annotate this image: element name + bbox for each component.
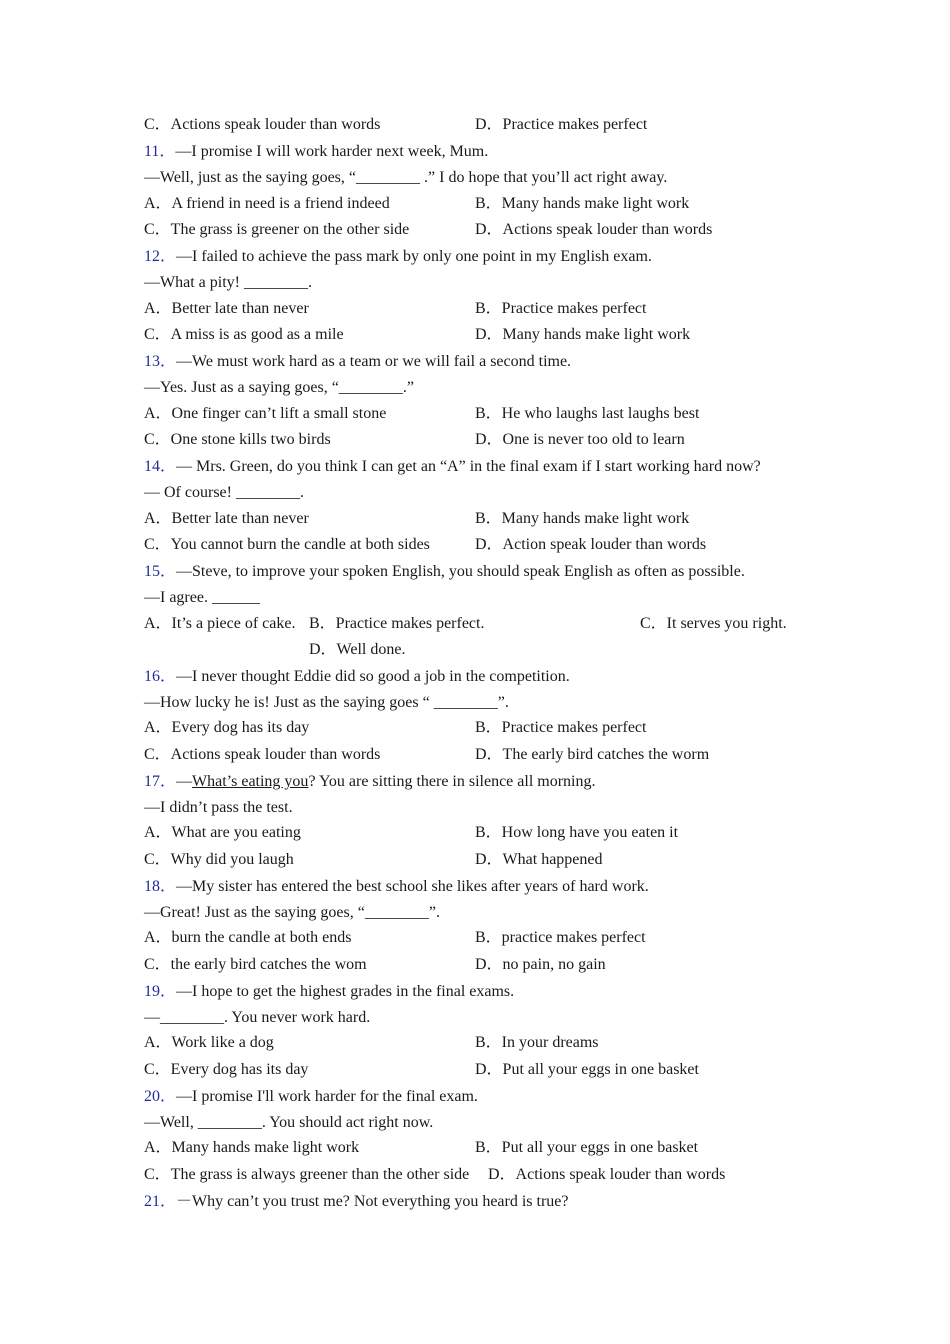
q20-option-c: C．The grass is always greener than the other side bbox=[144, 1166, 470, 1183]
q14-option-a: A．Better late than never bbox=[144, 510, 309, 527]
q15-option-a: A．It’s a piece of cake. bbox=[144, 615, 296, 632]
q15-reply: —I agree. ______ bbox=[144, 589, 260, 606]
q17-option-c: C．Why did you laugh bbox=[144, 851, 294, 868]
q13-reply: —Yes. Just as a saying goes, “________.” bbox=[144, 379, 414, 396]
q16-number: 16． bbox=[144, 668, 177, 685]
q17-reply: —I didn’t pass the test. bbox=[144, 799, 293, 816]
q17-number: 17． bbox=[144, 773, 177, 790]
q12-reply: —What a pity! ________. bbox=[144, 274, 312, 291]
q18-option-c: C．the early bird catches the wom bbox=[144, 956, 367, 973]
q13-stem-text: —We must work hard as a team or we will fail a second time. bbox=[176, 353, 572, 370]
q13-option-d: D．One is never too old to learn bbox=[475, 431, 685, 448]
q15-stem-text: —Steve, to improve your spoken English, you should speak English as often as possible. bbox=[176, 563, 745, 580]
q13-option-c: C．One stone kills two birds bbox=[144, 431, 331, 448]
q14-stem bbox=[144, 454, 761, 480]
q12-option-b: B．Practice makes perfect bbox=[475, 300, 647, 317]
q11-reply: —Well, just as the saying goes, “________ .” I do hope that you’ll act right away. bbox=[144, 169, 668, 186]
q16-option-a: A．Every dog has its day bbox=[144, 719, 310, 736]
q16-option-d: D．The early bird catches the worm bbox=[475, 746, 710, 763]
q18-number: 18． bbox=[144, 878, 177, 895]
q14-stem-text: — Mrs. Green, do you think I can get an “A” in the final exam if I start working hard now? bbox=[176, 458, 761, 475]
q14-number: 14． bbox=[144, 458, 177, 475]
q12-stem bbox=[144, 244, 652, 270]
q12-stem-text: —I failed to achieve the pass mark by only one point in my English exam. bbox=[176, 248, 652, 265]
q17-underlined-phrase: What’s eating you bbox=[192, 773, 309, 790]
q15-option-c: C．It serves you right. bbox=[640, 615, 787, 632]
q12-option-a: A．Better late than never bbox=[144, 300, 309, 317]
q20-reply: —Well, ________. You should act right now. bbox=[144, 1114, 434, 1131]
q17-stem-dash: — bbox=[176, 773, 193, 790]
q20-option-a: A．Many hands make light work bbox=[144, 1139, 360, 1156]
q18-option-d: D．no pain, no gain bbox=[475, 956, 606, 973]
q15-option-b: B．Practice makes perfect. bbox=[309, 615, 485, 632]
q19-stem-text: —I hope to get the highest grades in the final exams. bbox=[176, 983, 515, 1000]
q19-option-b: B．In your dreams bbox=[475, 1034, 599, 1051]
q13-number: 13． bbox=[144, 353, 177, 370]
q15-stem bbox=[144, 559, 745, 585]
q11-stem-text: —I promise I will work harder next week, Mum. bbox=[175, 143, 489, 160]
q11-option-b: B．Many hands make light work bbox=[475, 195, 690, 212]
q18-reply: —Great! Just as the saying goes, “________”. bbox=[144, 904, 440, 921]
q17-option-a: A．What are you eating bbox=[144, 824, 301, 841]
q20-option-d: D．Actions speak louder than words bbox=[488, 1166, 726, 1183]
q21-stem-text: －Why can’t you trust me? Not everything you heard is true? bbox=[176, 1193, 569, 1210]
q18-option-b: B．practice makes perfect bbox=[475, 929, 646, 946]
q17-option-d: D．What happened bbox=[475, 851, 603, 868]
q11-option-c: C．The grass is greener on the other side bbox=[144, 221, 410, 238]
q12-option-c: C．A miss is as good as a mile bbox=[144, 326, 344, 343]
q21-stem bbox=[144, 1189, 569, 1215]
q18-stem-text: —My sister has entered the best school she likes after years of hard work. bbox=[176, 878, 649, 895]
q17-option-b: B．How long have you eaten it bbox=[475, 824, 679, 841]
q20-number: 20． bbox=[144, 1088, 177, 1105]
q12-option-d: D．Many hands make light work bbox=[475, 326, 691, 343]
q20-option-b: B．Put all your eggs in one basket bbox=[475, 1139, 699, 1156]
q14-option-c: C．You cannot burn the candle at both sides bbox=[144, 536, 430, 553]
q19-reply: —________. You never work hard. bbox=[144, 1009, 371, 1026]
q14-option-d: D．Action speak louder than words bbox=[475, 536, 707, 553]
q14-option-b: B．Many hands make light work bbox=[475, 510, 690, 527]
q18-stem bbox=[144, 874, 649, 900]
q17-stem-text: ? You are sitting there in silence all morning. bbox=[308, 773, 596, 790]
q18-option-a: A．burn the candle at both ends bbox=[144, 929, 352, 946]
q11-number: 11． bbox=[144, 143, 176, 160]
q19-stem bbox=[144, 979, 514, 1005]
q12-number: 12． bbox=[144, 248, 177, 265]
q13-option-b: B．He who laughs last laughs best bbox=[475, 405, 700, 422]
q16-stem-text: —I never thought Eddie did so good a job in the competition. bbox=[176, 668, 570, 685]
q15-option-d: D．Well done. bbox=[309, 641, 406, 658]
q19-option-c: C．Every dog has its day bbox=[144, 1061, 309, 1078]
q16-option-b: B．Practice makes perfect bbox=[475, 719, 647, 736]
q11-option-d: D．Actions speak louder than words bbox=[475, 221, 713, 238]
q13-stem bbox=[144, 349, 571, 375]
q10-option-c: C．Actions speak louder than words bbox=[144, 116, 381, 133]
q19-number: 19． bbox=[144, 983, 177, 1000]
q13-option-a: A．One finger can’t lift a small stone bbox=[144, 405, 387, 422]
q16-reply: —How lucky he is! Just as the saying goes “ ________”. bbox=[144, 694, 509, 711]
q11-stem bbox=[144, 139, 488, 165]
q14-reply: — Of course! ________. bbox=[144, 484, 304, 501]
q11-option-a: A．A friend in need is a friend indeed bbox=[144, 195, 390, 212]
q16-option-c: C．Actions speak louder than words bbox=[144, 746, 381, 763]
q17-stem bbox=[144, 769, 596, 795]
q19-option-a: A．Work like a dog bbox=[144, 1034, 274, 1051]
q21-number: 21． bbox=[144, 1193, 177, 1210]
q16-stem bbox=[144, 664, 570, 690]
q10-option-d: D．Practice makes perfect bbox=[475, 116, 648, 133]
q19-option-d: D．Put all your eggs in one basket bbox=[475, 1061, 699, 1078]
q20-stem-text: —I promise I'll work harder for the final exam. bbox=[176, 1088, 478, 1105]
q20-stem bbox=[144, 1084, 478, 1110]
q15-number: 15． bbox=[144, 563, 177, 580]
